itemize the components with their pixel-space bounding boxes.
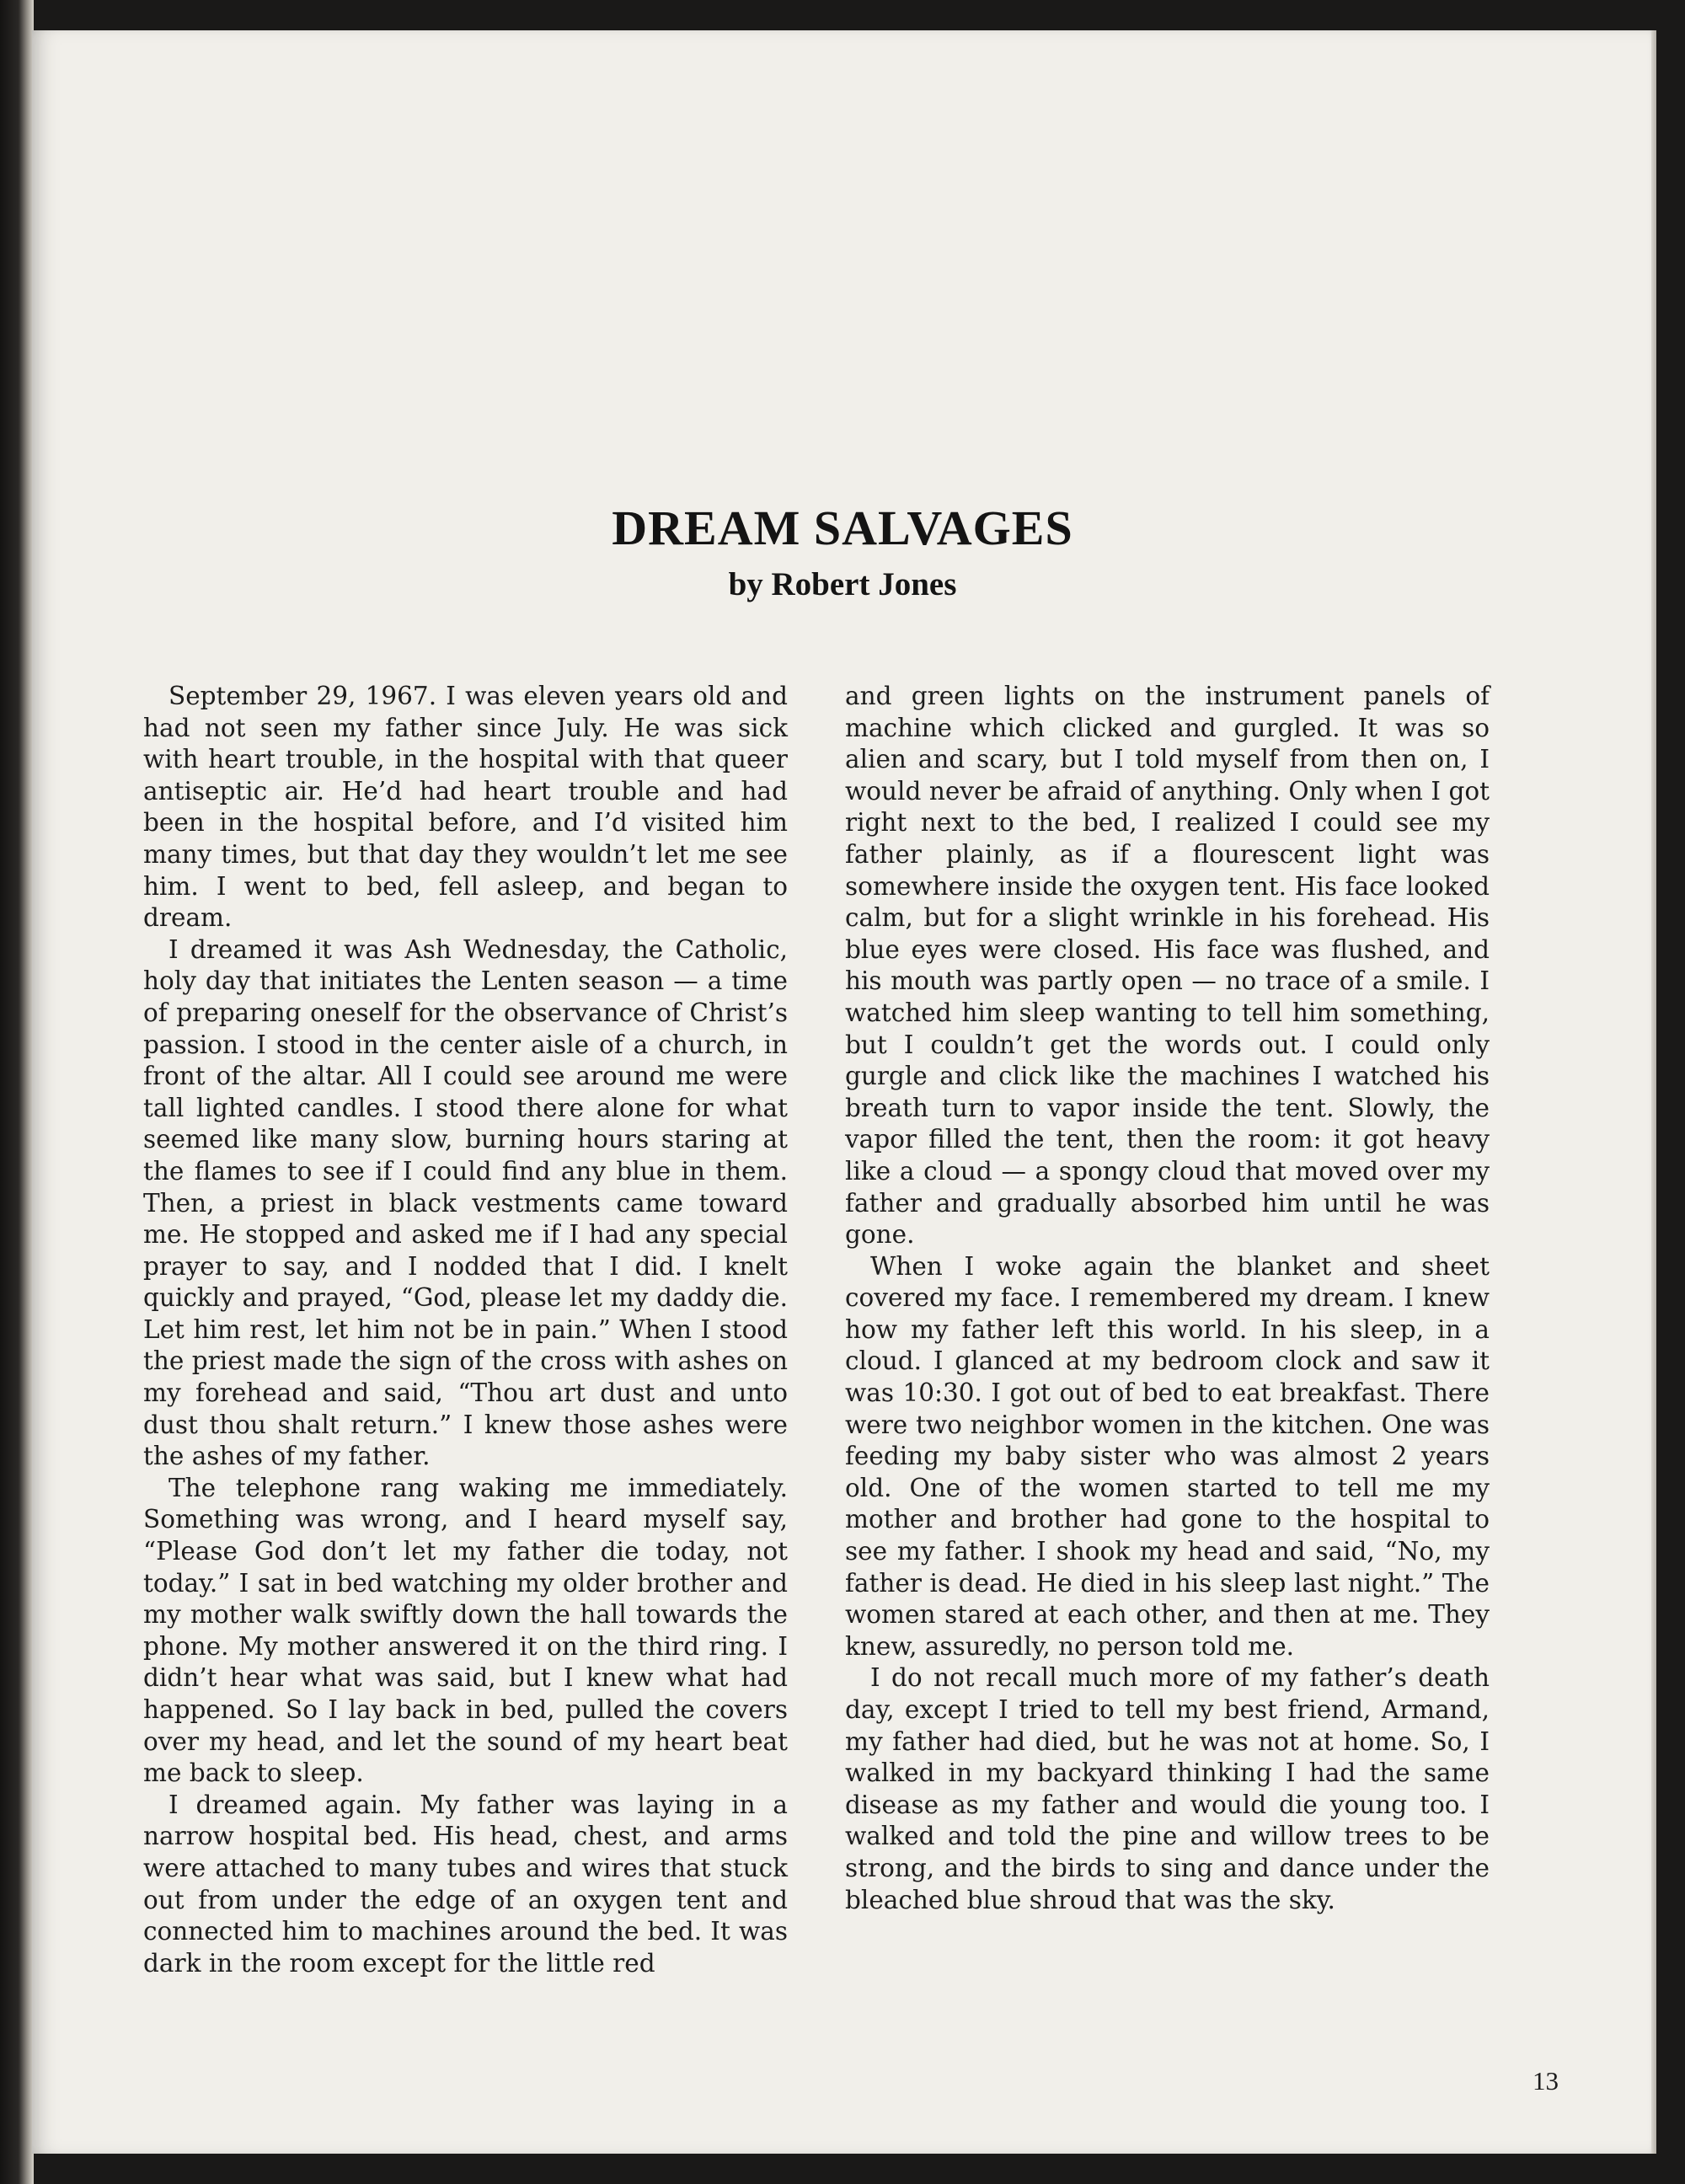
paragraph-5: When I woke again the blanket and sheet covered my face. I remembered my dream. I knew how my father left this world. In his sleep, in a cloud. I glanced at my bedroom clock and saw it was 10:30. I got out of bed to eat breakfast. There were two neighbor women in the kitchen. One was feeding my baby sister who was almost 2 years old. One of the women started to tell me my mother and brother had gone to the hospital to see my father. I shook my head and said, “No, my father is dead. He died in his sleep last night.” The women stared at each other, and then at me. They knew, assuredly, no person told me. xyxy=(845,1251,1490,1661)
right-column xyxy=(845,681,1490,1916)
paragraph-6: I do not recall much more of my father’s death day, except I tried to tell my best friend, Armand, my father had died, but he was not at home. So, I walked in my backyard thinking I had the same disease as my father and would die young too. I walked and told the pine and willow trees to be strong, and the birds to sing and dance under the bleached blue shroud that was the sky. xyxy=(845,1663,1490,1914)
paragraph-4-continued: and green lights on the instrument panels of machine which clicked and gurgled. It was so alien and scary, but I told myself from then on, I would never be afraid of anything. Only when I got right next to the bed, I realized I could see my father plainly, as if a flourescent light was somewhere inside the oxygen tent. His face looked calm, but for a slight wrinkle in his forehead. His blue eyes were closed. His face was flushed, and his mouth was partly open — no trace of a smile. I watched him sleep wanting to tell him something, but I couldn’t get the words out. I could only gurgle and click like the machines I watched his breath turn to vapor inside the tent. Slowly, the vapor filled the tent, then the room: it got heavy like a cloud — a spongy cloud that moved over my father and gradually absorbed him until he was gone. xyxy=(845,682,1490,1250)
page-edge xyxy=(1651,30,1656,2154)
paragraph-2: I dreamed it was Ash Wednesday, the Catholic, holy day that initiates the Lenten season — a time of preparing oneself for the observance of Christ’s passion. I stood in the center aisle of a church, in front of the altar. All I could see around me were tall lighted candles. I stood there alone for what seemed like many slow, burning hours staring at the flames to see if I could find any blue in them. Then, a priest in black vestments came toward me. He stopped and asked me if I had any special prayer to say, and I nodded that I did. I knelt quickly and prayed, “God, please let my daddy die. Let him rest, let him not be in pain.” When I stood the priest made the sign of the cross with ashes on my forehead and said, “Thou art dust and unto dust thou shalt return.” I knew those ashes were the ashes of my father. xyxy=(143,934,788,1471)
left-column xyxy=(143,681,788,1979)
page-number: 13 xyxy=(1533,2066,1559,2096)
paragraph-3: The telephone rang waking me immediately. Something was wrong, and I heard myself say, “Please God don’t let my father die today, not today.” I sat in bed watching my older brother and my mother walk swiftly down the hall towards the phone. My mother answered it on the third ring. I didn’t hear what was said, but I knew what had happened. So I lay back in bed, pulled the covers over my head, and let the sound of my heart beat me back to sleep. xyxy=(143,1473,788,1788)
binding-shadow xyxy=(0,0,34,2184)
paragraph-1: September 29, 1967. I was eleven years old and had not seen my father since July. He was sick with heart trouble, in the hospital with that queer antiseptic air. He’d had heart trouble and had been in the hospital before, and I’d visited him many times, but that day they wouldn’t let me see him. I went to bed, fell asleep, and began to dream. xyxy=(143,682,788,933)
article-byline: by Robert Jones xyxy=(728,566,957,602)
paragraph-4: I dreamed again. My father was laying in a narrow hospital bed. His head, chest, and arms were attached to many tubes and wires that stuck out from under the edge of an oxygen tent and connected him to machines around the bed. It was dark in the room except for the little red xyxy=(143,1790,788,1978)
article-title: DREAM SALVAGES xyxy=(612,500,1073,555)
